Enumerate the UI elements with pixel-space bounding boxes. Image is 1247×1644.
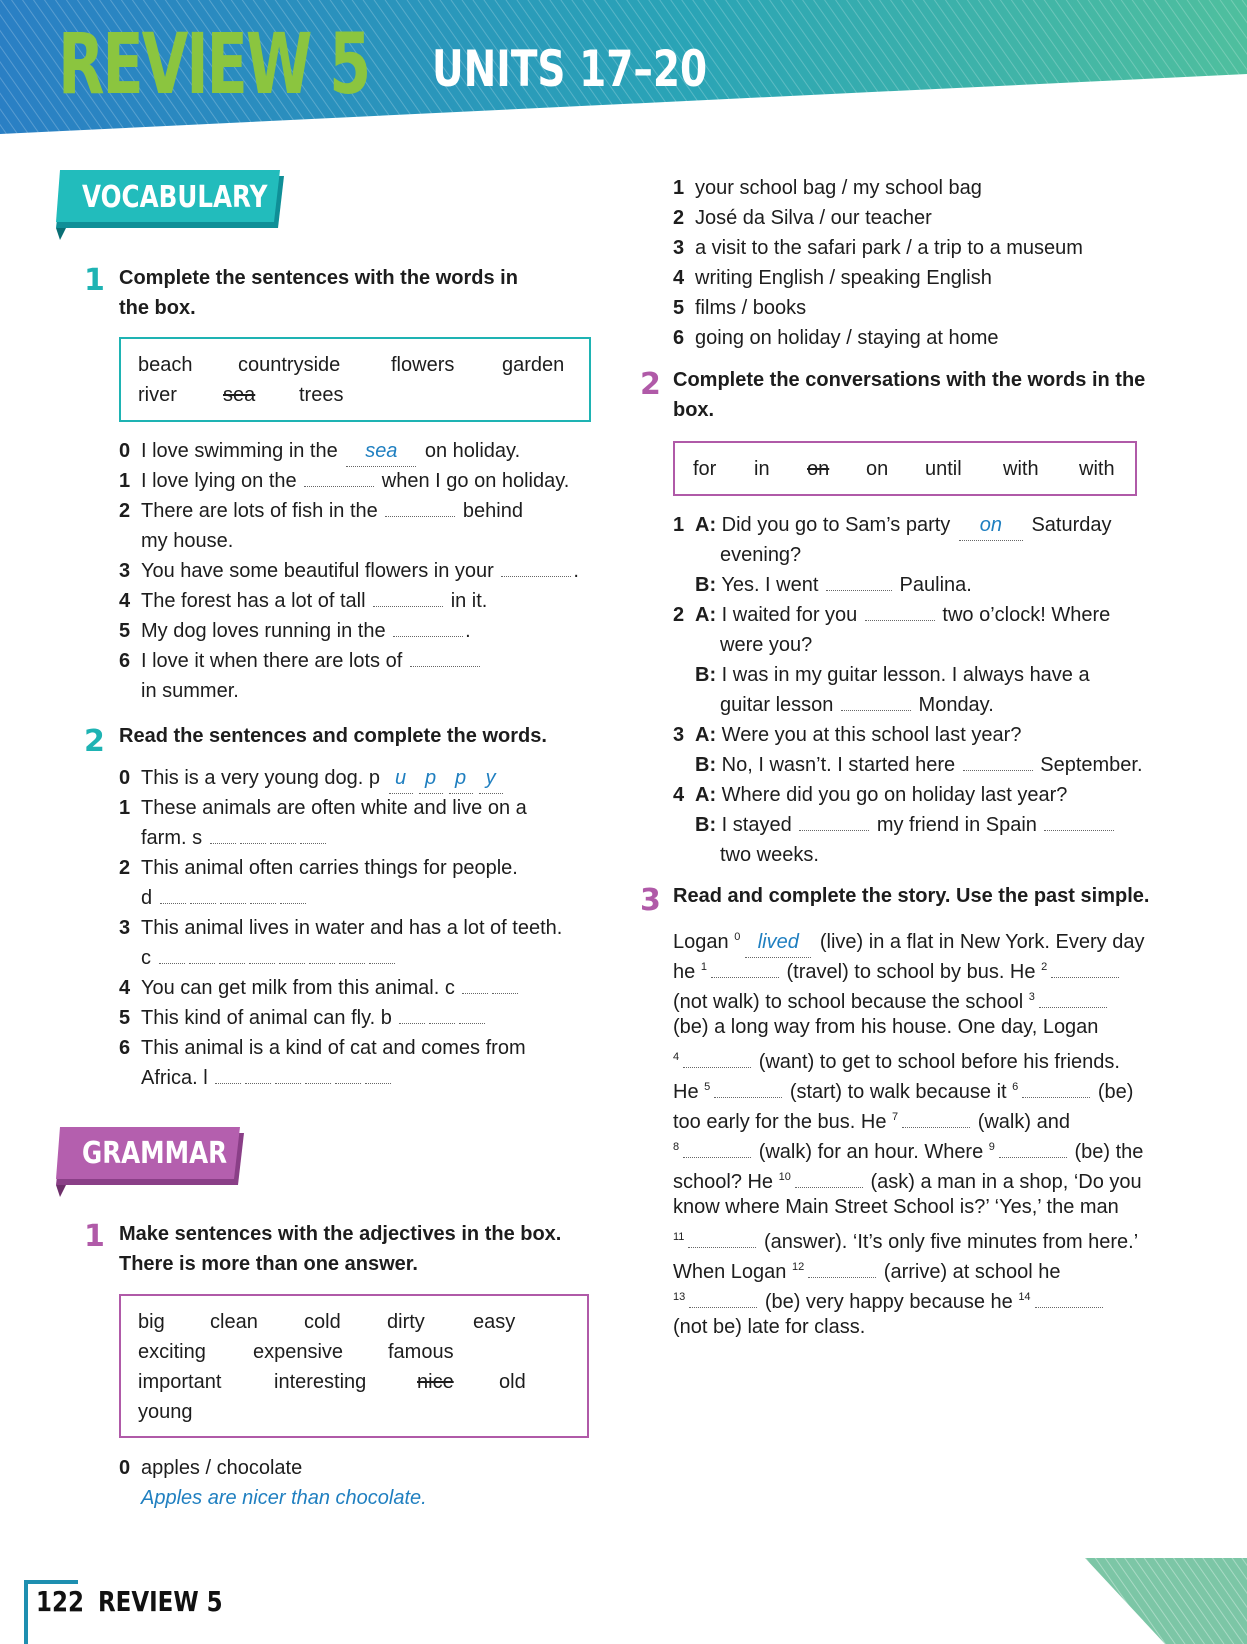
exercise-item: 6 going on holiday / staying at home [673,327,999,349]
answer-field[interactable] [1051,957,1119,978]
answer-field[interactable]: sea [346,436,416,467]
exercise-item: 6 This animal is a kind of cat and comes from [119,1037,526,1059]
instruction: Read and complete the story. Use the past simple. [673,885,1150,907]
box-word: with [1003,458,1039,480]
answer-field[interactable]: on [959,510,1023,541]
letter-field[interactable] [459,1003,485,1024]
box-word: famous [388,1341,454,1363]
answer-field[interactable]: lived [745,927,811,958]
page-number: 122 [36,1585,84,1618]
box-word: expensive [253,1341,344,1363]
conversation-line: 1 A: Did you go to Sam’s party on Saturday [673,510,1112,541]
answer-field[interactable] [1035,1287,1103,1308]
box-word: garden [502,354,565,376]
letter-field[interactable] [365,1063,391,1084]
letter-field[interactable]: y [479,763,503,794]
box-word: river [138,384,177,406]
answer-field[interactable] [841,690,911,711]
answer-field[interactable] [304,466,374,487]
corner-decoration [1085,1558,1247,1644]
letter-field[interactable] [275,1063,301,1084]
conversation-line: B: I was in my guitar lesson. I always have a [695,664,1090,686]
answer-field[interactable] [688,1227,756,1248]
box-word: trees [299,384,344,406]
instruction: Make sentences with the adjectives in the box. [119,1223,562,1245]
box-word: until [925,458,962,480]
box-word: beach [138,354,193,376]
story-line: He $^5$ (start) to walk because it $^6$ (be) [673,1072,1133,1107]
box-word: easy [473,1311,516,1333]
answer-field[interactable] [689,1287,757,1308]
exercise-item-cont: Africa. l [141,1063,393,1093]
exercise-item: 6 I love it when there are lots of [119,646,482,676]
story-line: school? He $^{10}$ (ask) a man in a shop, ‘Do you [673,1162,1142,1197]
letter-field[interactable] [159,943,185,964]
letter-field[interactable] [399,1003,425,1024]
exercise-item: 2 This animal often carries things for people. [119,857,518,879]
box-word-crossed: nice [417,1371,454,1393]
letter-field[interactable] [335,1063,361,1084]
box-word: important [138,1371,222,1393]
box-word: cold [304,1311,341,1333]
letter-field[interactable] [190,883,216,904]
box-word: old [499,1371,526,1393]
letter-field[interactable] [270,823,296,844]
example-answer: Apples are nicer than chocolate. [141,1487,427,1509]
instruction: There is more than one answer. [119,1253,418,1275]
answer-field[interactable] [410,646,480,667]
letter-field[interactable] [369,943,395,964]
box-word: young [138,1401,193,1423]
exercise-item: 0 I love swimming in the sea on holiday. [119,436,520,467]
grammar-heading: GRAMMAR [82,1136,228,1171]
story-line: (not walk) to school because the school $^3$ [673,982,1109,1017]
instruction: Complete the conversations with the words in the [673,369,1146,391]
instruction: Read the sentences and complete the words. [119,725,547,747]
letter-field[interactable] [160,883,186,904]
answer-field[interactable] [963,750,1033,771]
conversation-line: evening? [720,544,802,566]
box-word: on [866,458,889,480]
instruction: box. [673,399,715,421]
box-word: clean [210,1311,258,1333]
letter-field[interactable] [305,1063,331,1084]
letter-field[interactable] [215,1063,241,1084]
story-line: (not be) late for class. [673,1316,866,1338]
exercise-number: 1 [84,263,105,298]
letter-field[interactable] [300,823,326,844]
box-word: big [138,1311,165,1333]
footer-title: REVIEW 5 [98,1585,223,1618]
box-word: exciting [138,1341,206,1363]
letter-field[interactable] [280,883,306,904]
exercise-item: 5 This kind of animal can fly. b [119,1003,487,1033]
letter-field[interactable] [492,973,518,994]
story-line: Logan $^0$ lived (live) in a flat in New York. Every day [673,922,1144,958]
story-line: (be) a long way from his house. One day, Logan [673,1016,1099,1038]
answer-field[interactable] [865,600,935,621]
review-title: REVIEW 5 [58,15,370,113]
box-word-crossed: on [807,458,830,480]
exercise-number: 3 [640,883,661,918]
exercise-item: 4 writing English / speaking English [673,267,992,289]
vocabulary-heading: VOCABULARY [82,180,268,215]
answer-field[interactable] [714,1077,782,1098]
answer-field[interactable] [902,1107,970,1128]
instruction: the box. [119,297,196,319]
story-line: know where Main Street School is?’ ‘Yes,’ the man [673,1196,1119,1218]
exercise-item-cont: d [141,883,308,913]
answer-field[interactable] [711,957,779,978]
answer-field[interactable] [1022,1077,1090,1098]
exercise-item: 2 José da Silva / our teacher [673,207,932,229]
story-line: $^{13}$ (be) very happy because he $^{14}$ [673,1282,1105,1317]
answer-field[interactable] [683,1137,751,1158]
answer-field[interactable] [393,616,463,637]
letter-field[interactable]: p [449,763,473,794]
answer-field[interactable] [808,1257,876,1278]
exercise-item: 1 I love lying on the when I go on holiday. [119,466,569,496]
letter-field[interactable] [220,883,246,904]
exercise-number: 2 [84,724,105,759]
letter-field[interactable] [339,943,365,964]
answer-field[interactable] [373,586,443,607]
answer-field[interactable] [795,1167,863,1188]
story-line: $^8$ (walk) for an hour. Where $^9$ (be) the [673,1132,1143,1167]
exercise-item: 0 This is a very young dog. p u p p y [119,763,506,794]
conversation-line: 3 A: Were you at this school last year? [673,724,1022,746]
box-word: dirty [387,1311,425,1333]
conversation-line: were you? [720,634,813,656]
exercise-item-cont: in summer. [141,680,239,702]
letter-field[interactable] [245,1063,271,1084]
answer-field[interactable] [1039,987,1107,1008]
instruction: Complete the sentences with the words in [119,267,518,289]
answer-field[interactable] [501,556,571,577]
conversation-line: two weeks. [720,844,819,866]
exercise-item: 5 films / books [673,297,807,319]
letter-field[interactable] [240,823,266,844]
exercise-item-cont: my house. [141,530,234,552]
letter-field[interactable] [249,943,275,964]
exercise-number: 2 [640,367,661,402]
answer-field[interactable] [799,810,869,831]
box-word: with [1079,458,1115,480]
exercise-item: 3 a visit to the safari park / a trip to a museum [673,237,1083,259]
box-word: countryside [238,354,341,376]
conversation-line: 2 A: I waited for you two o’clock! Where [673,600,1110,630]
exercise-item: 4 You can get milk from this animal. c [119,973,520,1003]
answer-field[interactable] [999,1137,1067,1158]
box-word-crossed: sea [223,384,256,406]
box-word: interesting [274,1371,367,1393]
word-box [673,441,1137,496]
exercise-item: 3 This animal lives in water and has a lot of teeth. [119,917,563,939]
answer-field[interactable] [826,570,892,591]
letter-field[interactable] [250,883,276,904]
box-word: in [754,458,770,480]
answer-field[interactable] [385,496,455,517]
story-line: he $^1$ (travel) to school by bus. He $^2$ [673,952,1121,987]
story-line: too early for the bus. He $^7$ (walk) and [673,1102,1070,1137]
units-title: UNITS 17–20 [432,40,708,98]
box-word: flowers [391,354,455,376]
exercise-item-cont: c [141,943,397,973]
letter-field[interactable] [210,823,236,844]
answer-field[interactable] [683,1047,751,1068]
answer-field[interactable] [1044,810,1114,831]
letter-field[interactable] [309,943,335,964]
exercise-item: 2 There are lots of fish in the behind [119,496,523,526]
letter-field[interactable] [429,1003,455,1024]
exercise-item: 1 These animals are often white and live on a [119,797,527,819]
letter-field[interactable] [462,973,488,994]
conversation-line: B: No, I wasn’t. I started here September. [695,750,1143,780]
letter-field[interactable] [189,943,215,964]
example-item: 0 apples / chocolate [119,1457,303,1479]
conversation-line: B: I stayed my friend in Spain [695,810,1116,840]
letter-field[interactable] [279,943,305,964]
letter-field[interactable]: p [419,763,443,794]
exercise-item-cont: farm. s [141,823,328,853]
exercise-item: 5 My dog loves running in the . [119,616,471,646]
story-line: $^4$ (want) to get to school before his friends. [673,1042,1120,1077]
exercise-item: 3 You have some beautiful flowers in your . [119,556,579,586]
conversation-line: 4 A: Where did you go on holiday last year? [673,784,1068,806]
story-line: $^{11}$ (answer). ‘It’s only five minutes from here.’ [673,1222,1138,1257]
conversation-line: guitar lesson Monday. [720,690,994,720]
letter-field[interactable]: u [389,763,413,794]
conversation-line: B: Yes. I went Paulina. [695,570,972,600]
exercise-item: 4 The forest has a lot of tall in it. [119,586,487,616]
story-line: When Logan $^{12}$ (arrive) at school he [673,1252,1061,1287]
exercise-item: 1 your school bag / my school bag [673,177,982,199]
letter-field[interactable] [219,943,245,964]
box-word: for [693,458,717,480]
exercise-number: 1 [84,1219,105,1254]
